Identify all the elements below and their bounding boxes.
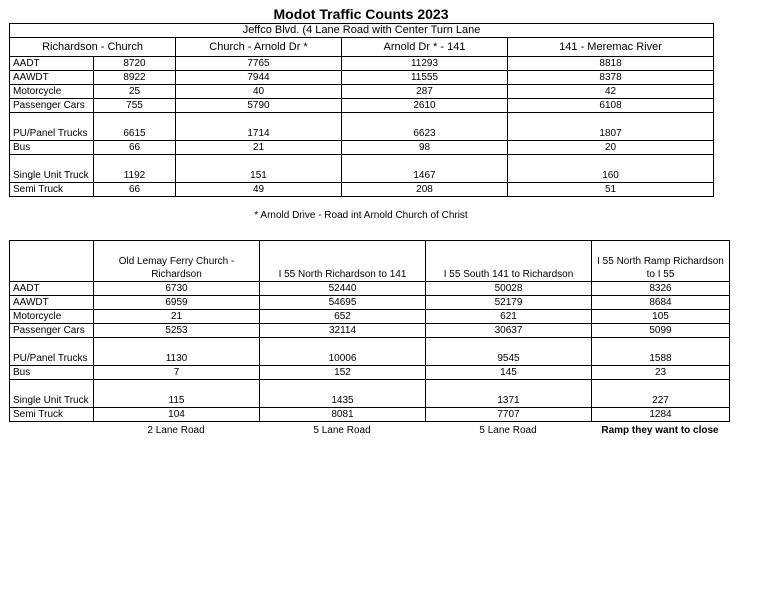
cell: 1130	[94, 338, 260, 366]
table-row	[10, 408, 730, 422]
row-label: AADT	[10, 282, 94, 296]
column-header: Arnold Dr * - 141	[342, 38, 508, 57]
cell: 51	[508, 183, 714, 197]
cell: 52440	[260, 282, 426, 296]
cell: 9545	[426, 338, 592, 366]
cell: 287	[342, 85, 508, 99]
cell: 1467	[342, 155, 508, 183]
cell: 8684	[592, 296, 730, 310]
cell: 49	[176, 183, 342, 197]
table-row	[10, 380, 730, 408]
table-row	[10, 155, 714, 183]
cell: 7707	[426, 408, 592, 422]
cell: 66	[94, 141, 176, 155]
cell: 20	[508, 141, 714, 155]
cell: 8326	[592, 282, 730, 296]
cell: 50028	[426, 282, 592, 296]
cell: 32114	[260, 324, 426, 338]
cell: 115	[94, 380, 260, 408]
cell: 160	[508, 155, 714, 183]
road-type-note: 5 Lane Road	[479, 425, 537, 436]
cell: 104	[94, 408, 260, 422]
cell: 105	[592, 310, 730, 324]
table-row	[10, 282, 730, 296]
table-row	[10, 324, 730, 338]
table-row	[10, 183, 714, 197]
cell: 7	[94, 366, 260, 380]
cell: 152	[260, 366, 426, 380]
table-row	[10, 366, 730, 380]
cell: 25	[94, 85, 176, 99]
cell: 1588	[592, 338, 730, 366]
jeffco-traffic-table	[9, 23, 714, 197]
column-header: 141 - Meremac River	[508, 38, 714, 57]
row-label: AAWDT	[10, 71, 94, 85]
column-header: I 55 North Richardson to 141	[260, 241, 426, 282]
road-type-note: 5 Lane Road	[313, 425, 371, 436]
row-label: Single Unit Truck	[10, 380, 94, 408]
cell: 8378	[508, 71, 714, 85]
table-row	[10, 296, 730, 310]
column-header: Richardson - Church	[10, 38, 176, 57]
road-type-note: Ramp they want to close	[601, 425, 719, 436]
row-label: Semi Truck	[10, 183, 94, 197]
cell: 208	[342, 183, 508, 197]
row-label: Motorcycle	[10, 310, 94, 324]
cell: 5790	[176, 99, 342, 113]
cell: 52179	[426, 296, 592, 310]
table-row	[10, 57, 714, 71]
cell: 30637	[426, 324, 592, 338]
table-row	[10, 338, 730, 366]
cell: 1435	[260, 380, 426, 408]
table-footnote: * Arnold Drive - Road int Arnold Church of Christ	[254, 210, 468, 221]
cell: 42	[508, 85, 714, 99]
row-label: AADT	[10, 57, 94, 71]
cell: 40	[176, 85, 342, 99]
cell: 1807	[508, 113, 714, 141]
cell: 151	[176, 155, 342, 183]
cell: 6108	[508, 99, 714, 113]
cell: 755	[94, 99, 176, 113]
cell: 8818	[508, 57, 714, 71]
cell: 54695	[260, 296, 426, 310]
cell: 5253	[94, 324, 260, 338]
cell: 6623	[342, 113, 508, 141]
row-label: Semi Truck	[10, 408, 94, 422]
table-row	[10, 113, 714, 141]
cell: 227	[592, 380, 730, 408]
row-label: Passenger Cars	[10, 99, 94, 113]
row-label: Single Unit Truck	[10, 155, 94, 183]
table-row	[10, 141, 714, 155]
column-header: Church - Arnold Dr *	[176, 38, 342, 57]
road-type-note: 2 Lane Road	[147, 425, 205, 436]
cell: 66	[94, 183, 176, 197]
cell: 23	[592, 366, 730, 380]
row-label: Bus	[10, 366, 94, 380]
empty-header-cell	[10, 241, 94, 282]
cell: 652	[260, 310, 426, 324]
cell: 2610	[342, 99, 508, 113]
cell: 21	[176, 141, 342, 155]
cell: 21	[94, 310, 260, 324]
column-header: I 55 South 141 to Richardson	[426, 241, 592, 282]
cell: 1714	[176, 113, 342, 141]
row-label: Bus	[10, 141, 94, 155]
row-label: AAWDT	[10, 296, 94, 310]
cell: 7944	[176, 71, 342, 85]
cell: 8720	[94, 57, 176, 71]
table-row	[10, 310, 730, 324]
table-row	[10, 99, 714, 113]
cell: 6730	[94, 282, 260, 296]
cell: 11293	[342, 57, 508, 71]
row-label: PU/Panel Trucks	[10, 338, 94, 366]
page-title: Modot Traffic Counts 2023	[273, 6, 449, 22]
cell: 8922	[94, 71, 176, 85]
cell: 1284	[592, 408, 730, 422]
cell: 1371	[426, 380, 592, 408]
cell: 11555	[342, 71, 508, 85]
cell: 7765	[176, 57, 342, 71]
cell: 5099	[592, 324, 730, 338]
column-header: I 55 North Ramp Richardson to I 55	[592, 241, 730, 282]
column-header: Old Lemay Ferry Church - Richardson	[94, 241, 260, 282]
cell: 6615	[94, 113, 176, 141]
cell: 8081	[260, 408, 426, 422]
row-label: Motorcycle	[10, 85, 94, 99]
cell: 6959	[94, 296, 260, 310]
cell: 98	[342, 141, 508, 155]
i55-traffic-table	[9, 240, 730, 422]
table-row	[10, 71, 714, 85]
row-label: PU/Panel Trucks	[10, 113, 94, 141]
cell: 10006	[260, 338, 426, 366]
cell: 145	[426, 366, 592, 380]
cell: 621	[426, 310, 592, 324]
row-label: Passenger Cars	[10, 324, 94, 338]
table-row	[10, 85, 714, 99]
table-subtitle: Jeffco Blvd. (4 Lane Road with Center Turn Lane	[10, 24, 714, 38]
cell: 1192	[94, 155, 176, 183]
